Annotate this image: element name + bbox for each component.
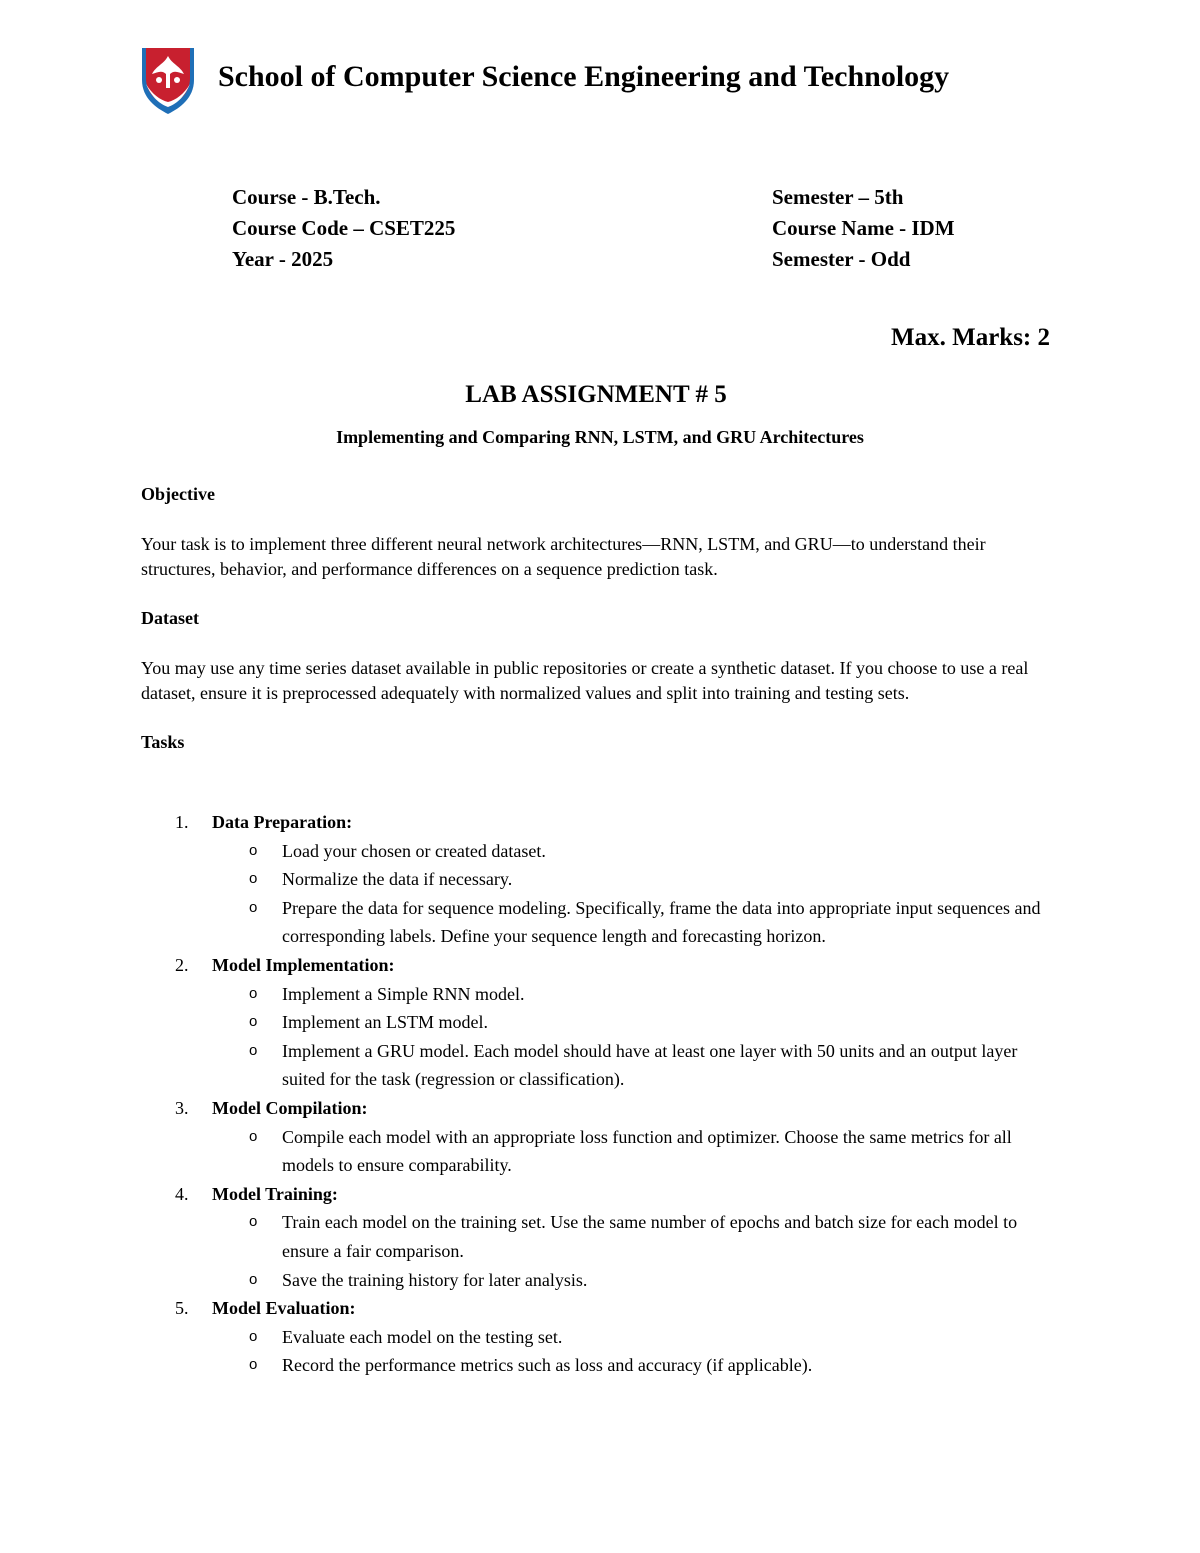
subtask-text: Save the training history for later analysis. — [282, 1269, 588, 1290]
objective-text: Your task is to implement three different neural network architectures—RNN, LSTM, and GRU—to understand their structures, behavior, and performance differences on a sequence prediction task. — [141, 534, 986, 579]
task-title: Model Training: — [212, 1183, 338, 1204]
course-meta-right — [772, 182, 955, 275]
task-number: 3. — [175, 1097, 189, 1118]
bullet-icon: o — [249, 1041, 258, 1059]
header — [138, 44, 1038, 124]
school-title: School of Computer Science Engineering and Technology — [218, 60, 950, 93]
bullet-icon: o — [249, 1013, 258, 1031]
body-content — [141, 482, 1061, 755]
subtask-item — [141, 1123, 1061, 1180]
course-meta-left — [232, 182, 455, 275]
task-number: 5. — [175, 1298, 189, 1319]
course-line: Course - B.Tech. — [232, 185, 381, 209]
bullet-icon: o — [249, 1327, 258, 1345]
objective-heading: Objective — [141, 484, 215, 504]
subtask-text: Prepare the data for sequence modeling. Specifically, frame the data into appropriate input sequences and corresponding labels. Define your sequence length and forecasting horizon. — [282, 897, 1041, 947]
task-item — [141, 1294, 1061, 1323]
tasks-heading: Tasks — [141, 732, 185, 752]
subtask-item — [141, 894, 1061, 951]
task-title: Data Preparation: — [212, 812, 353, 832]
dataset-text: You may use any time series dataset available in public repositories or create a synthetic dataset. If you choose to use a real dataset, ensure it is preprocessed adequately with normalized values and split into training and testing sets. — [141, 658, 1029, 703]
semester-type-line: Semester - Odd — [772, 247, 911, 271]
assignment-subtitle: Implementing and Comparing RNN, LSTM, and GRU Architectures — [336, 427, 864, 447]
task-number: 4. — [175, 1183, 189, 1204]
task-item — [141, 951, 1061, 980]
task-number: 2. — [175, 954, 189, 975]
subtask-item — [141, 1351, 1061, 1380]
bullet-icon: o — [249, 1213, 258, 1231]
task-item — [141, 1094, 1061, 1123]
bullet-icon: o — [249, 1270, 258, 1288]
bullet-icon: o — [249, 1127, 258, 1145]
task-title: Model Compilation: — [212, 1097, 368, 1118]
subtask-item — [141, 865, 1061, 894]
bullet-icon: o — [249, 1356, 258, 1374]
dataset-heading: Dataset — [141, 608, 199, 628]
subtask-text: Train each model on the training set. Use the same number of epochs and batch size for each model to ensure a fair comparison. — [282, 1212, 1018, 1261]
assignment-title: LAB ASSIGNMENT # 5 — [465, 381, 727, 408]
subtask-text: Implement a Simple RNN model. — [282, 983, 525, 1004]
subtask-item — [141, 1266, 1061, 1295]
subtask-item — [141, 1037, 1061, 1094]
subtask-item — [141, 1208, 1061, 1265]
task-item — [141, 1180, 1061, 1209]
task-item — [141, 808, 1061, 837]
task-list — [141, 808, 1061, 1380]
subtask-text: Implement an LSTM model. — [282, 1012, 488, 1033]
subtask-text: Normalize the data if necessary. — [282, 869, 513, 890]
subtask-text: Implement a GRU model. Each model should have at least one layer with 50 units and an output layer suited for the task (regression or classification). — [282, 1040, 1018, 1090]
task-number: 1. — [175, 812, 189, 832]
max-marks: Max. Marks: 2 — [891, 324, 1050, 351]
course-code-line: Course Code – CSET225 — [232, 216, 456, 240]
subtask-text: Load your chosen or created dataset. — [282, 840, 546, 861]
task-title: Model Implementation: — [212, 954, 395, 975]
year-line: Year - 2025 — [232, 247, 334, 271]
subtask-text: Evaluate each model on the testing set. — [282, 1326, 563, 1347]
subtask-text: Compile each model with an appropriate loss function and optimizer. Choose the same metrics for all models to ensure comparability. — [282, 1126, 1012, 1176]
bullet-icon: o — [249, 984, 258, 1002]
task-title: Model Evaluation: — [212, 1298, 356, 1319]
bullet-icon: o — [249, 898, 258, 916]
shield-crest-icon — [138, 44, 198, 116]
subtask-text: Record the performance metrics such as loss and accuracy (if applicable). — [282, 1355, 813, 1376]
bullet-icon: o — [249, 870, 258, 888]
course-name-line: Course Name - IDM — [772, 216, 955, 240]
bullet-icon: o — [249, 841, 258, 859]
subtask-item — [141, 1323, 1061, 1352]
semester-line: Semester – 5th — [772, 185, 904, 209]
subtask-item — [141, 980, 1061, 1009]
subtask-item — [141, 1008, 1061, 1037]
subtask-item — [141, 837, 1061, 866]
